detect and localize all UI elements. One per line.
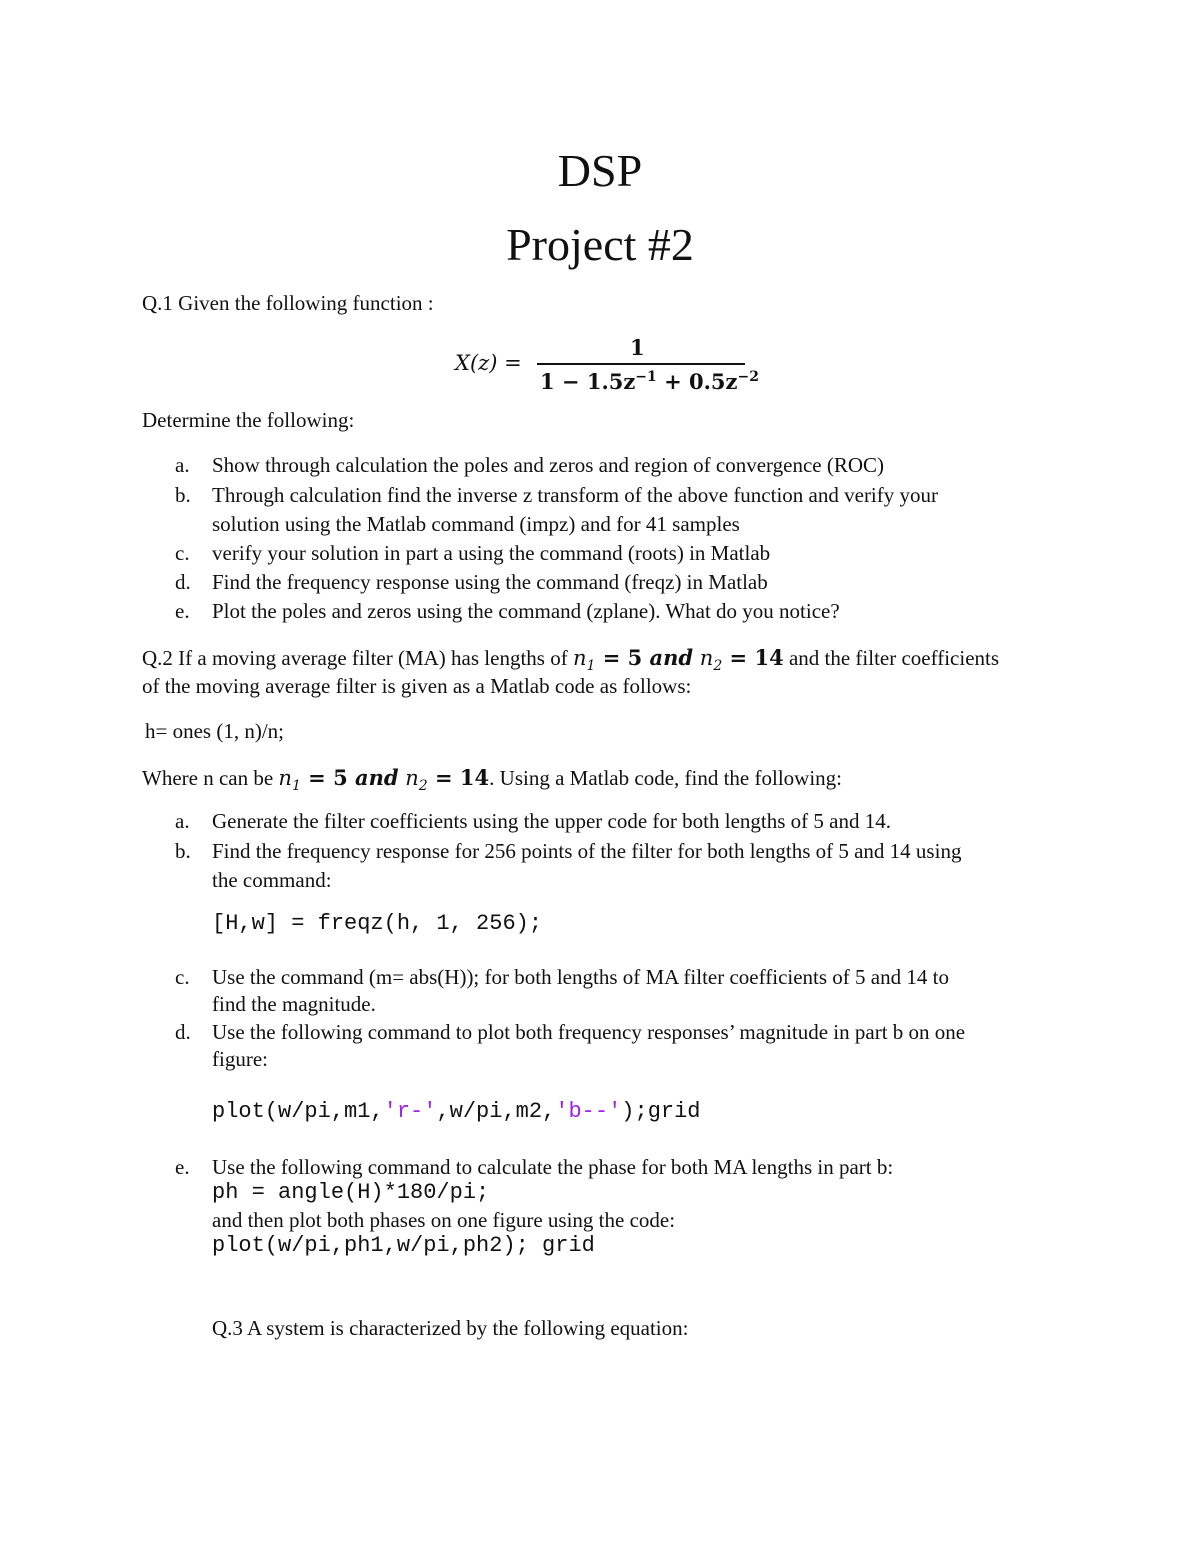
q2-code-h: h= ones (1, n)/n; xyxy=(145,719,284,743)
q1-item-label: e. xyxy=(175,599,190,623)
q1-item-text: Plot the poles and zeros using the command (zplane). What do you notice? xyxy=(212,599,840,623)
q2-item-text: Use the command (m= abs(H)); for both lengths of MA filter coefficients of 5 and 14 to xyxy=(212,965,949,989)
q2-item-text: the command: xyxy=(212,868,332,892)
q2-item-text: find the magnitude. xyxy=(212,992,376,1016)
q2-where-line: Where n can be $n_1 = 5$ and $n_2 = 14$. Using a Matlab code, find the following: xyxy=(142,765,843,795)
q2-item-label: d. xyxy=(175,1020,191,1044)
q2-item-text: Find the frequency response for 256 points of the filter for both lengths of 5 and 14 using xyxy=(212,839,962,863)
q1-item-label: d. xyxy=(175,570,191,594)
equation-numerator: 1 xyxy=(630,335,645,360)
q2-item-label: a. xyxy=(175,809,190,833)
q1-item-text: Find the frequency response using the command (freqz) in Matlab xyxy=(212,570,768,594)
document-subtitle: Project #2 xyxy=(506,219,694,270)
q1-item-text: solution using the Matlab command (impz) and for 41 samples xyxy=(212,512,740,536)
q2-item-text: Generate the filter coefficients using the upper code for both lengths of 5 and 14. xyxy=(212,809,891,833)
q2-item-label: e. xyxy=(175,1155,190,1179)
q2-item-label: c. xyxy=(175,965,190,989)
q2-intro-line1: Q.2 If a moving average filter (MA) has lengths of $n_1 = 5$ and $n_2 = 14$ and the filter coefficients xyxy=(142,645,1000,675)
q2-item-label: b. xyxy=(175,839,191,863)
q1-item-label: a. xyxy=(175,453,190,477)
q2-item-text: figure: xyxy=(212,1047,268,1071)
q1-item-text: Through calculation find the inverse z transform of the above function and verify your xyxy=(212,483,939,507)
q1-item-label: b. xyxy=(175,483,191,507)
q3-intro: Q.3 A system is characterized by the following equation: xyxy=(212,1316,689,1340)
equation-denominator: $1 - 1.5z^{-1} + 0.5z^{-2}$ xyxy=(540,369,759,394)
document-title: DSP xyxy=(557,145,643,196)
q2-item-text: Use the following command to calculate the phase for both MA lengths in part b: xyxy=(212,1155,894,1179)
q1-item-text: Show through calculation the poles and zeros and region of convergence (ROC) xyxy=(212,453,884,477)
q2-code-plot-phase: plot(w/pi,ph1,w/pi,ph2); grid xyxy=(212,1233,595,1258)
equation-lhs: X(z) = xyxy=(455,351,522,375)
q2-code-phase: ph = angle(H)*180/pi; xyxy=(212,1180,490,1205)
q2-code-plot-magnitude: plot(w/pi,m1,'r-',w/pi,m2,'b--');grid xyxy=(212,1099,701,1124)
q1-intro: Q.1 Given the following function : xyxy=(142,291,434,315)
determine-heading: Determine the following: xyxy=(142,408,355,432)
q1-item-text: verify your solution in part a using the command (roots) in Matlab xyxy=(212,541,771,565)
q2-item-text: Use the following command to plot both frequency responses’ magnitude in part b on one xyxy=(212,1020,966,1044)
q2-intro-line2: of the moving average filter is given as a Matlab code as follows: xyxy=(142,674,692,698)
q1-item-label: c. xyxy=(175,541,190,565)
q2-item-text: and then plot both phases on one figure using the code: xyxy=(212,1208,676,1232)
fraction-bar xyxy=(537,363,745,365)
q2-code-freqz: [H,w] = freqz(h, 1, 256); xyxy=(212,911,543,936)
